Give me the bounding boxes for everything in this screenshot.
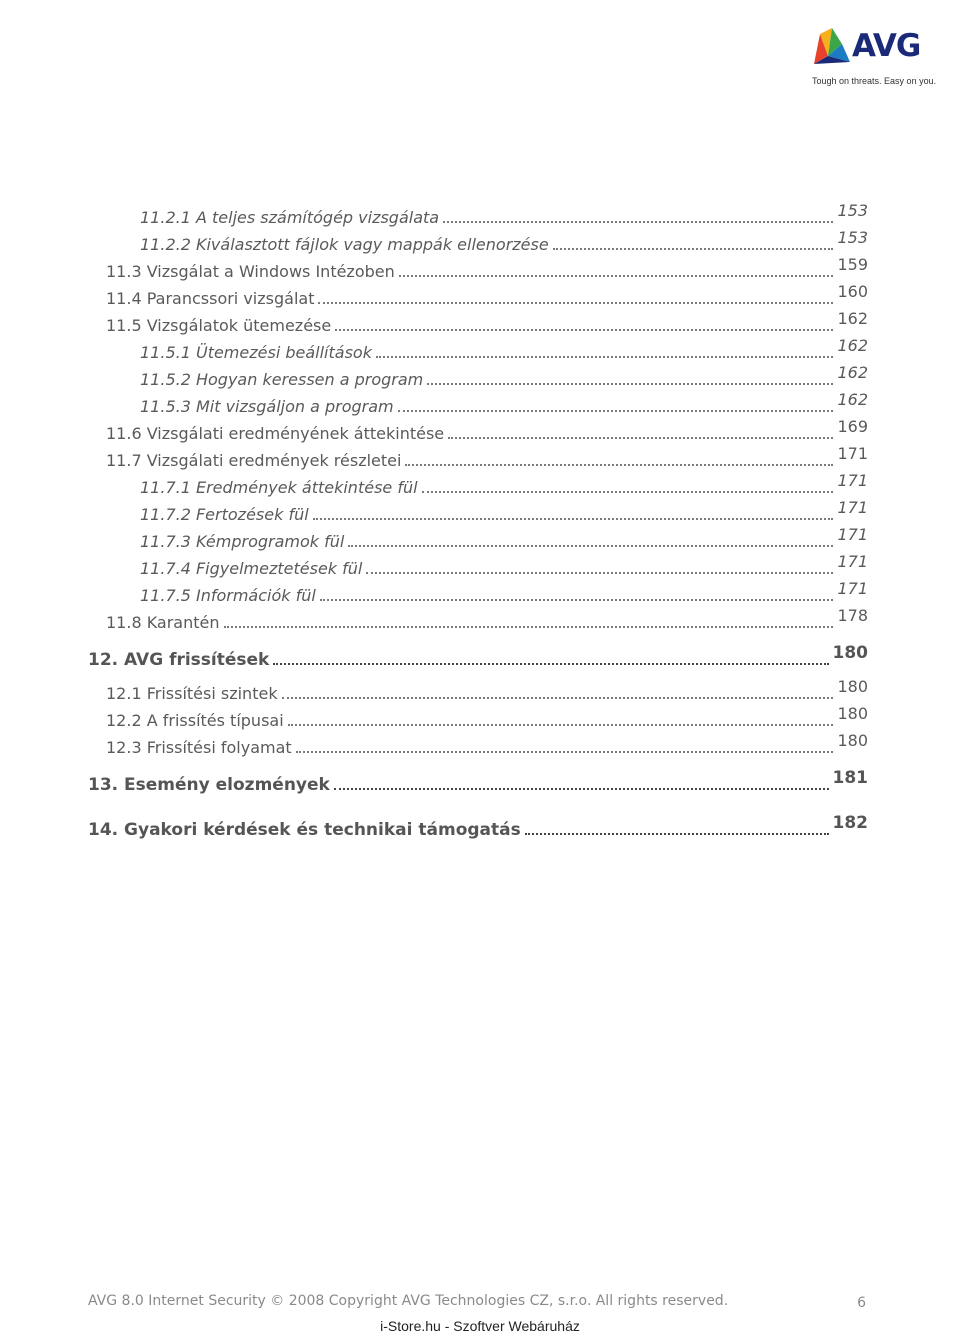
- avg-logo-icon: [812, 26, 852, 66]
- toc-entry[interactable]: [106, 255, 868, 282]
- toc-entry-title: 14. Gyakori kérdések és technikai támogatás: [88, 820, 521, 840]
- toc-leader: [405, 464, 833, 466]
- toc-entry-title: 11.7.5 Információk fül: [140, 586, 316, 605]
- toc-entry-page: 182: [832, 813, 868, 833]
- toc-entry-page: 180: [837, 704, 868, 723]
- avg-logo: [812, 22, 937, 92]
- toc-entry-page: 180: [837, 677, 868, 696]
- toc-leader: [224, 626, 834, 628]
- toc-entry-page: 180: [832, 643, 868, 663]
- toc-leader: [443, 221, 833, 223]
- toc-entry-title: 11.4 Parancssori vizsgálat: [106, 289, 315, 308]
- toc-entry-page: 180: [837, 731, 868, 750]
- toc-entry[interactable]: [140, 363, 868, 390]
- toc-entry[interactable]: [106, 677, 868, 704]
- avg-tagline: Tough on threats. Easy on you.: [812, 76, 937, 86]
- toc-entry-page: 171: [837, 498, 868, 517]
- toc-entry-page: 171: [837, 471, 868, 490]
- toc-entry[interactable]: [106, 731, 868, 758]
- toc-leader: [296, 751, 834, 753]
- toc-entry-title: 11.8 Karantén: [106, 613, 220, 632]
- toc-entry-page: 162: [837, 309, 868, 328]
- toc-entry-title: 11.6 Vizsgálati eredményének áttekintése: [106, 424, 445, 443]
- toc-entry[interactable]: [140, 525, 868, 552]
- toc-entry[interactable]: [140, 228, 868, 255]
- toc-chapter[interactable]: [88, 813, 868, 840]
- toc-entry-page: 171: [837, 552, 868, 571]
- page-number: 6: [857, 1295, 866, 1311]
- toc-leader: [398, 410, 834, 412]
- toc-leader: [320, 599, 834, 601]
- toc-entry-title: 11.3 Vizsgálat a Windows Intézoben: [106, 262, 395, 281]
- toc-entry-title: 12.1 Frissítési szintek: [106, 684, 278, 703]
- toc-entry-title: 11.5.1 Ütemezési beállítások: [140, 343, 372, 362]
- store-credit: i-Store.hu - Szoftver Webáruház: [380, 1318, 580, 1334]
- toc-leader: [273, 663, 828, 665]
- toc-entry-title: 11.5 Vizsgálatok ütemezése: [106, 316, 332, 335]
- toc-entry[interactable]: [140, 498, 868, 525]
- toc-entry[interactable]: [140, 552, 868, 579]
- toc-entry[interactable]: [106, 309, 868, 336]
- toc-entry[interactable]: [140, 201, 868, 228]
- toc-leader: [427, 383, 833, 385]
- toc-leader: [335, 329, 833, 331]
- toc-chapter[interactable]: [88, 643, 868, 670]
- toc-entry[interactable]: [140, 336, 868, 363]
- toc-entry-title: 11.7 Vizsgálati eredmények részletei: [106, 451, 402, 470]
- toc-entry-page: 171: [837, 525, 868, 544]
- avg-logo-text: AVG: [852, 28, 921, 64]
- toc-entry-page: 171: [837, 579, 868, 598]
- toc-entry[interactable]: [106, 704, 868, 731]
- toc-entry-title: 12.3 Frissítési folyamat: [106, 738, 292, 757]
- toc-entry-title: 11.2.1 A teljes számítógép vizsgálata: [140, 208, 440, 227]
- copyright-notice: AVG 8.0 Internet Security © 2008 Copyright AVG Technologies CZ, s.r.o. All rights reserved.: [88, 1293, 729, 1309]
- toc-leader: [399, 275, 834, 277]
- toc-leader: [348, 545, 833, 547]
- toc-leader: [376, 356, 834, 358]
- toc-entry-title: 11.5.2 Hogyan keressen a program: [140, 370, 424, 389]
- toc-entry[interactable]: [106, 417, 868, 444]
- toc-entry-page: 153: [837, 228, 868, 247]
- toc-entry-title: 11.2.2 Kiválasztott fájlok vagy mappák ellenorzése: [140, 235, 549, 254]
- toc-entry-page: 169: [837, 417, 868, 436]
- toc-entry-page: 162: [837, 336, 868, 355]
- toc-entry[interactable]: [140, 390, 868, 417]
- toc-leader: [366, 572, 833, 574]
- toc-leader: [448, 437, 833, 439]
- toc-entry-page: 153: [837, 201, 868, 220]
- toc-entry-title: 13. Esemény elozmények: [88, 775, 330, 795]
- toc-leader: [553, 248, 834, 250]
- toc-entry-page: 162: [837, 390, 868, 409]
- toc-entry-page: 160: [837, 282, 868, 301]
- toc-leader: [282, 697, 834, 699]
- toc-entry-title: 11.7.3 Kémprogramok fül: [140, 532, 345, 551]
- toc-entry-title: 11.7.1 Eredmények áttekintése fül: [140, 478, 418, 497]
- toc-entry-page: 181: [832, 768, 868, 788]
- toc-entry-title: 11.5.3 Mit vizsgáljon a program: [140, 397, 394, 416]
- toc-leader: [422, 491, 834, 493]
- toc-entry-title: 11.7.2 Fertozések fül: [140, 505, 309, 524]
- toc-entry-title: 12. AVG frissítések: [88, 650, 270, 670]
- toc-entry-page: 159: [837, 255, 868, 274]
- toc-entry-page: 178: [837, 606, 868, 625]
- toc-leader: [288, 724, 834, 726]
- toc-entry-title: 11.7.4 Figyelmeztetések fül: [140, 559, 363, 578]
- toc-entry[interactable]: [106, 444, 868, 471]
- toc-entry-title: 12.2 A frissítés típusai: [106, 711, 284, 730]
- toc-entry[interactable]: [140, 471, 868, 498]
- toc-leader: [334, 788, 829, 790]
- toc-entry-page: 162: [837, 363, 868, 382]
- toc-entry[interactable]: [140, 579, 868, 606]
- toc-entry[interactable]: [106, 282, 868, 309]
- toc-entry[interactable]: [106, 606, 868, 633]
- toc-entry-page: 171: [837, 444, 868, 463]
- toc-chapter[interactable]: [88, 768, 868, 795]
- toc-leader: [313, 518, 834, 520]
- toc-leader: [525, 833, 829, 835]
- toc-leader: [318, 302, 833, 304]
